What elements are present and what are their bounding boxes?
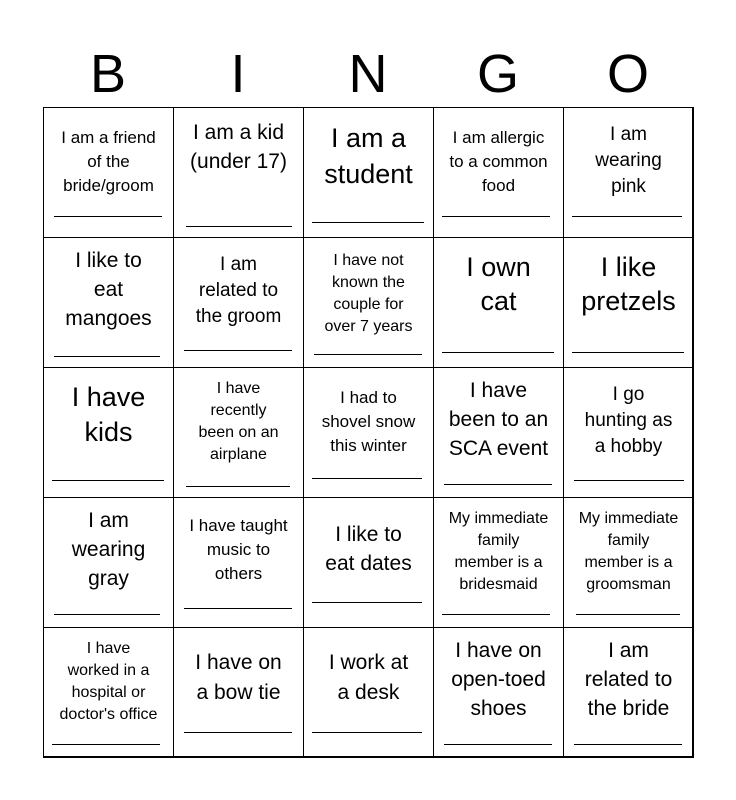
cell-text: My immediate family member is a groomsman [578, 510, 679, 593]
signature-line [314, 354, 422, 355]
signature-line [572, 352, 684, 353]
signature-line [312, 478, 422, 479]
cell-text: I am allergic to a common food [449, 128, 548, 195]
signature-line [442, 352, 554, 353]
cell-text: I work at a desk [328, 651, 409, 704]
signature-line [184, 732, 292, 733]
header-letter-b: B [89, 44, 127, 104]
bingo-cell-r2-c4[interactable] [433, 237, 564, 368]
bingo-cell-r1-c2[interactable] [173, 107, 304, 238]
cell-text: I have not known the couple for over 7 years [324, 252, 413, 335]
cell-text: I like to eat dates [325, 523, 412, 575]
bingo-cell-r2-c2[interactable] [173, 237, 304, 368]
cell-text: I have been to an SCA event [448, 379, 549, 460]
signature-line [444, 484, 552, 485]
signature-line [312, 732, 422, 733]
bingo-cell-r5-c3[interactable] [303, 627, 434, 758]
cell-text: I have on a bow tie [195, 651, 282, 704]
bingo-header [43, 42, 693, 106]
bingo-cell-r5-c2[interactable] [173, 627, 304, 758]
signature-line [184, 350, 292, 351]
cell-text: I am a student [324, 123, 413, 189]
bingo-cell-r4-c4[interactable] [433, 497, 564, 628]
bingo-cell-r2-c1[interactable] [43, 237, 174, 368]
bingo-cell-r2-c5[interactable] [563, 237, 694, 368]
cell-text: I have kids [71, 382, 146, 447]
bingo-cell-r3-c1[interactable] [43, 367, 174, 498]
bingo-cell-r3-c4[interactable] [433, 367, 564, 498]
signature-line [576, 614, 680, 615]
bingo-cell-r5-c5[interactable] [563, 627, 694, 758]
bingo-cell-r4-c1[interactable] [43, 497, 174, 628]
signature-line [54, 216, 162, 217]
cell-text: I had to shovel snow this winter [321, 388, 416, 455]
bingo-cell-r4-c3[interactable] [303, 497, 434, 628]
header-letter-n: N [348, 44, 388, 104]
cell-text: I have worked in a hospital or doctor's office [59, 640, 158, 723]
header-letter-i: I [230, 44, 246, 104]
bingo-cell-r3-c3[interactable] [303, 367, 434, 498]
header-letter-g: G [476, 44, 519, 104]
signature-line [52, 480, 164, 481]
cell-text: My immediate family member is a bridesmaid [448, 510, 549, 593]
cell-text: I go hunting as a hobby [584, 384, 673, 457]
bingo-grid [43, 107, 693, 757]
cell-text: I have recently been on an airplane [198, 380, 279, 463]
bingo-cell-r3-c5[interactable] [563, 367, 694, 498]
signature-line [572, 216, 682, 217]
header-letter-o: O [606, 44, 649, 104]
signature-line [186, 226, 292, 227]
signature-line [52, 744, 160, 745]
cell-text: I am related to the bride [584, 639, 673, 720]
signature-line [442, 614, 550, 615]
cell-text: I have on open-toed shoes [451, 639, 546, 720]
bingo-cell-r3-c2[interactable] [173, 367, 304, 498]
signature-line [574, 744, 682, 745]
signature-line [574, 480, 684, 481]
bingo-cell-r5-c4[interactable] [433, 627, 564, 758]
cell-text: I own cat [466, 252, 531, 316]
cell-text: I am wearing gray [71, 509, 146, 590]
bingo-cell-r1-c4[interactable] [433, 107, 564, 238]
signature-line [444, 744, 552, 745]
signature-line [312, 222, 424, 223]
signature-line [54, 356, 160, 357]
bingo-cell-r2-c3[interactable] [303, 237, 434, 368]
bingo-cell-r1-c3[interactable] [303, 107, 434, 238]
cell-text: I am wearing pink [595, 124, 662, 197]
cell-text: I am a friend of the bride/groom [61, 128, 156, 195]
cell-text: I am related to the groom [195, 254, 282, 327]
signature-line [186, 486, 290, 487]
signature-line [312, 602, 422, 603]
signature-line [54, 614, 160, 615]
cell-text: I like to eat mangoes [65, 249, 152, 330]
cell-text: I am a kid (under 17) [190, 121, 287, 173]
bingo-cell-r4-c5[interactable] [563, 497, 694, 628]
bingo-cell-r1-c1[interactable] [43, 107, 174, 238]
bingo-cell-r5-c1[interactable] [43, 627, 174, 758]
cell-text: I have taught music to others [189, 516, 288, 583]
bingo-cell-r1-c5[interactable] [563, 107, 694, 238]
signature-line [442, 216, 550, 217]
signature-line [184, 608, 292, 609]
bingo-cell-r4-c2[interactable] [173, 497, 304, 628]
cell-text: I like pretzels [581, 252, 676, 316]
